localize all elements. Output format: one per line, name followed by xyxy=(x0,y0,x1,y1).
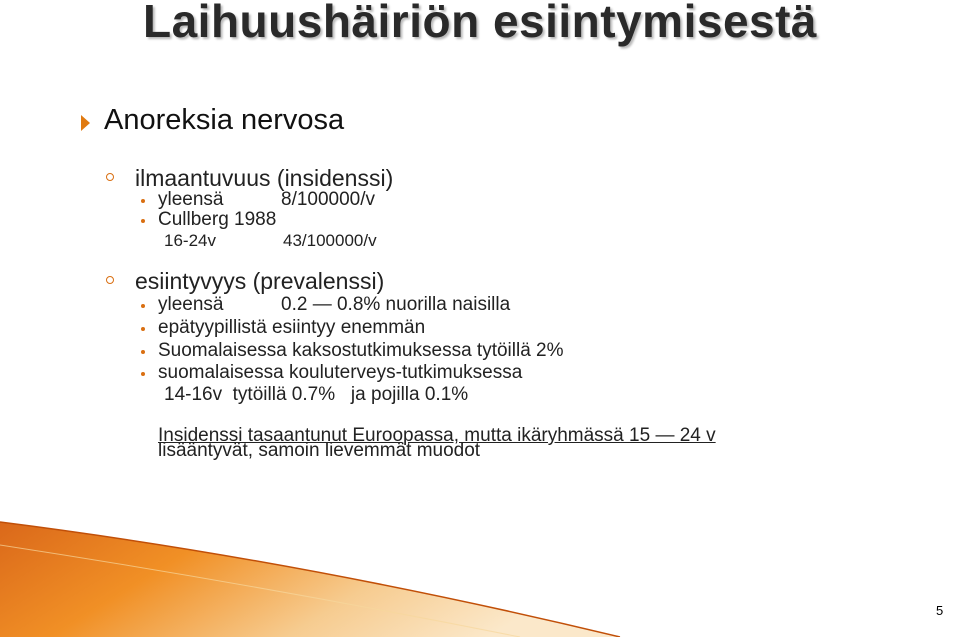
note-line-1: Insidenssi tasaantunut Euroopassa, mutta ikäryhmässä 15 — 24 v xyxy=(158,425,716,446)
incidence-study: Cullberg 1988 xyxy=(158,209,277,230)
prevalence-atypical: epätyypillistä esiintyy enemmän xyxy=(158,317,426,338)
dot-bullet-icon xyxy=(141,199,145,203)
dot-bullet-icon xyxy=(141,327,145,331)
prevalence-general-value: 0.2 — 0.8% nuorilla naisilla xyxy=(281,294,511,315)
incidence-general-value: 8/100000/v xyxy=(281,189,376,210)
prevalence-twin-study: Suomalaisessa kaksostutkimuksessa tytöillä 2% xyxy=(158,340,564,361)
dot-bullet-icon xyxy=(141,350,145,354)
ring-bullet-icon xyxy=(106,173,114,181)
incidence-label: ilmaantuvuus (insidenssi) xyxy=(135,165,394,191)
slide-number: 5 xyxy=(936,603,944,618)
dot-bullet-icon xyxy=(141,304,145,308)
prevalence-school-study: suomalaisessa kouluterveys-tutkimuksessa xyxy=(158,362,523,383)
dot-bullet-icon xyxy=(141,372,145,376)
ring-bullet-icon xyxy=(106,276,114,284)
incidence-age-value: 43/100000/v xyxy=(283,231,377,250)
incidence-age-label: 16-24v xyxy=(164,231,216,250)
slide-title: Laihuushäiriön esiintymisestä xyxy=(142,0,818,47)
prevalence-school-detail: 14-16v tytöillä 0.7% ja pojilla 0.1% xyxy=(164,384,469,405)
incidence-general-label: yleensä xyxy=(158,189,224,210)
prevalence-label: esiintyvyys (prevalenssi) xyxy=(135,268,385,294)
section-heading: Anoreksia nervosa xyxy=(104,104,345,136)
prevalence-general-label: yleensä xyxy=(158,294,224,315)
arrow-bullet-icon xyxy=(81,115,90,131)
dot-bullet-icon xyxy=(141,219,145,223)
note-line-2: lisääntyvät, samoin lievemmät muodot xyxy=(158,440,481,461)
